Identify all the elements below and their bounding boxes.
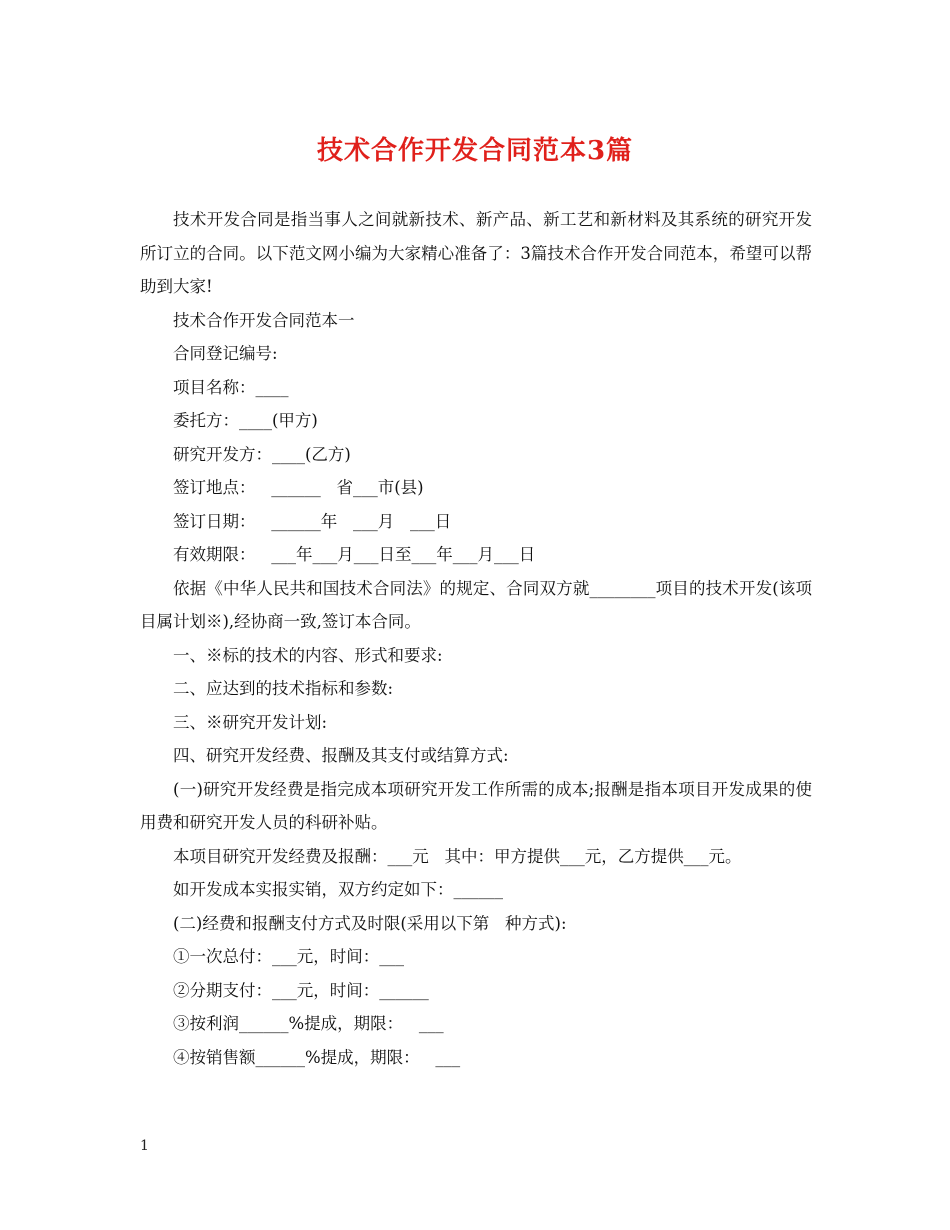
clause-3: 三、※研究开发计划: [173, 712, 328, 732]
payment-option-3: ③按利润______%提成，期限： ___ [173, 1014, 444, 1033]
field-contract-number: 合同登记编号: [173, 344, 278, 363]
clause-1: 一、※标的技术的内容、形式和要求: [173, 645, 443, 665]
clause-4-sub-1: (一)研究开发经费是指完成本项研究开发工作所需的成本;报酬是指本项目开发成果的使用费和研究开发人员的科研补贴。 [140, 779, 812, 832]
field-client: 委托方：____(甲方) [173, 411, 318, 430]
document-title: 技术合作开发合同范本3篇 [316, 136, 634, 166]
field-signing-date: 签订日期： ______年 ___月 ___日 [173, 511, 452, 531]
document-body [140, 203, 812, 1074]
cost-reimbursement: 如开发成本实报实销，双方约定如下：______ [173, 880, 503, 899]
field-validity-period: 有效期限： ___年___月___日至___年___月___日 [173, 545, 536, 564]
clause-4-sub-2: (二)经费和报酬支付方式及时限(采用以下第 种方式): [173, 913, 567, 933]
paragraph-section-heading: 技术合作开发合同范本一 [173, 310, 355, 330]
field-developer: 研究开发方：____(乙方) [173, 444, 351, 464]
payment-option-2: ②分期支付：___元，时间：______ [173, 980, 429, 1000]
payment-option-4: ④按销售额______%提成，期限： ___ [173, 1047, 461, 1067]
field-project-name: 项目名称：____ [173, 377, 289, 397]
clause-4: 四、研究开发经费、报酬及其支付或结算方式: [173, 746, 509, 765]
field-signing-place: 签订地点： ______ 省___市(县) [173, 478, 424, 497]
clause-2: 二、应达到的技术指标和参数: [173, 679, 394, 698]
funding-amount: 本项目研究开发经费及报酬：___元 其中：甲方提供___元，乙方提供___元。 [173, 846, 742, 866]
page-number: 1 [140, 1138, 149, 1154]
paragraph-legal-basis: 依据《中华人民共和国技术合同法》的规定、合同双方就________项目的技术开发(该项目属计划※),经协商一致,签订本合同。 [140, 578, 812, 631]
paragraph-intro: 技术开发合同是指当事人之间就新技术、新产品、新工艺和新材料及其系统的研究开发所订立的合同。以下范文网小编为大家精心准备了：3篇技术合作开发合同范本，希望可以帮助到大家! [140, 210, 812, 296]
payment-option-1: ①一次总付：___元，时间：___ [173, 947, 404, 966]
